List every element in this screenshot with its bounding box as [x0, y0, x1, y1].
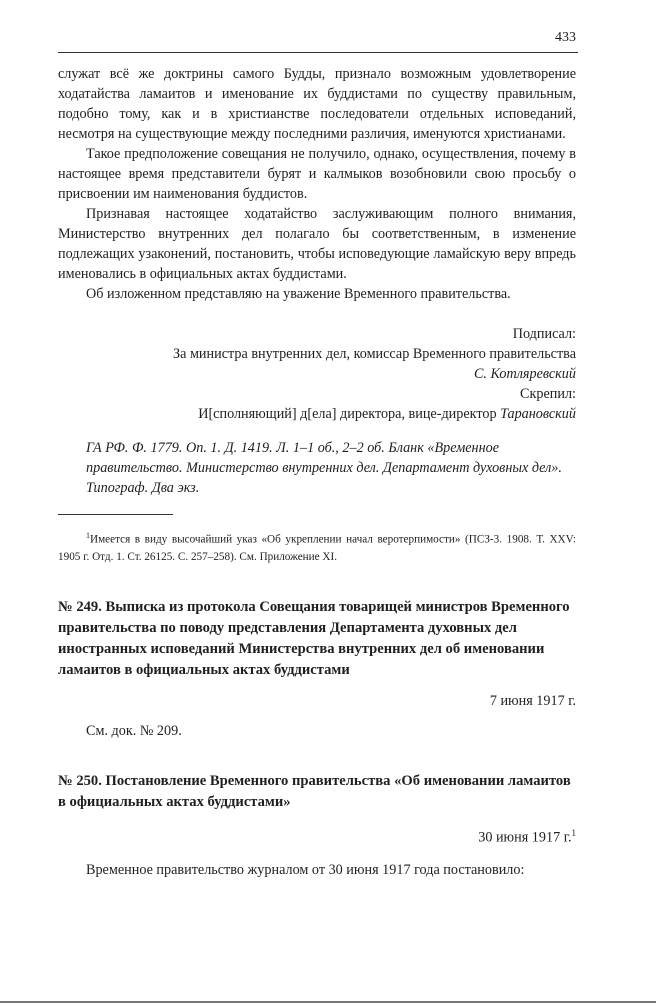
signed-label: Подписал:	[512, 326, 576, 342]
header-rule	[58, 52, 578, 53]
paragraph-4: Об изложенном представляю на уважение Временного правительства.	[86, 286, 511, 302]
page-number: 433	[555, 30, 576, 45]
doc-250-date: 30 июня 1917 г.	[478, 829, 572, 846]
doc-249-date: 7 июня 1917 г.	[489, 693, 576, 709]
archive-note: ГА РФ. Ф. 1779. Оп. 1. Д. 1419. Л. 1–1 об., 2–2 об. Бланк «Временное правительство. Министерство внутренних дел. Департамент духовных дел». Типограф. Два экз.	[86, 440, 562, 496]
countersigned-label: Скрепил:	[520, 386, 576, 402]
doc-249-reference: См. док. № 209.	[86, 723, 182, 739]
paragraph-1: служат всё же доктрины самого Будды, признало возможным удовлетворение ходатайства ламаитов и именование их буддистами по существу правильным, подобно тому, как и в христианстве последователи отдельных исповеданий, несмотря на существующие между последними различия, именуются христианами.	[58, 66, 576, 142]
paragraph-2: Такое предположение совещания не получило, однако, осуществления, почему в настоящее время представители бурят и калмыков возобновили свою просьбу о присвоении им наименования буддистов.	[58, 146, 576, 202]
signer-name: С. Котляревский	[473, 366, 576, 382]
bottom-edge	[0, 1001, 656, 1003]
document-249-250	[58, 597, 576, 880]
document-248-continuation	[58, 64, 576, 566]
paragraph-3: Признавая настоящее ходатайство заслуживающим полного внимания, Министерство внутренних дел полагало бы соответственным, в изменение подлежащих узаконений, постановить, чтобы исповедующие ламайскую веру впредь именовались в официальных актах буддистами.	[58, 206, 576, 282]
countersigner-name: Тарановский	[500, 406, 576, 422]
doc-250-text: Временное правительство журналом от 30 июня 1917 года постановило:	[86, 861, 525, 878]
footnote-text: Имеется в виду высочайший указ «Об укреплении начал веротерпимости» (ПСЗ-3. 1908. Т. XXV: 1905 г. Отд. 1. Ст. 26125. С. 257–258). См. Приложение XI.	[58, 533, 576, 563]
doc-250-date-line	[58, 823, 576, 848]
countersigner-position: И[сполняющий] д[ела] директора, вице-директор	[198, 406, 501, 422]
signature-block	[58, 324, 576, 424]
footnote-marker: 1	[86, 531, 90, 540]
doc-249-heading: № 249. Выписка из протокола Совещания товарищей министров Временного правительства по поводу представления Департамента духовных дел иностранных исповеданий Министерства внутренних дел об именовании ламаитов в официальных актах буддистами	[58, 599, 570, 678]
footnote-rule	[58, 514, 173, 515]
footnote	[58, 527, 576, 566]
doc-250-date-footnote: 1	[571, 828, 576, 838]
doc-250-heading: № 250. Постановление Временного правительства «Об именовании ламаитов в официальных актах буддистами»	[58, 773, 571, 810]
countersigner-line	[58, 404, 576, 424]
signer-position: За министра внутренних дел, комиссар Временного правительства	[173, 346, 576, 362]
